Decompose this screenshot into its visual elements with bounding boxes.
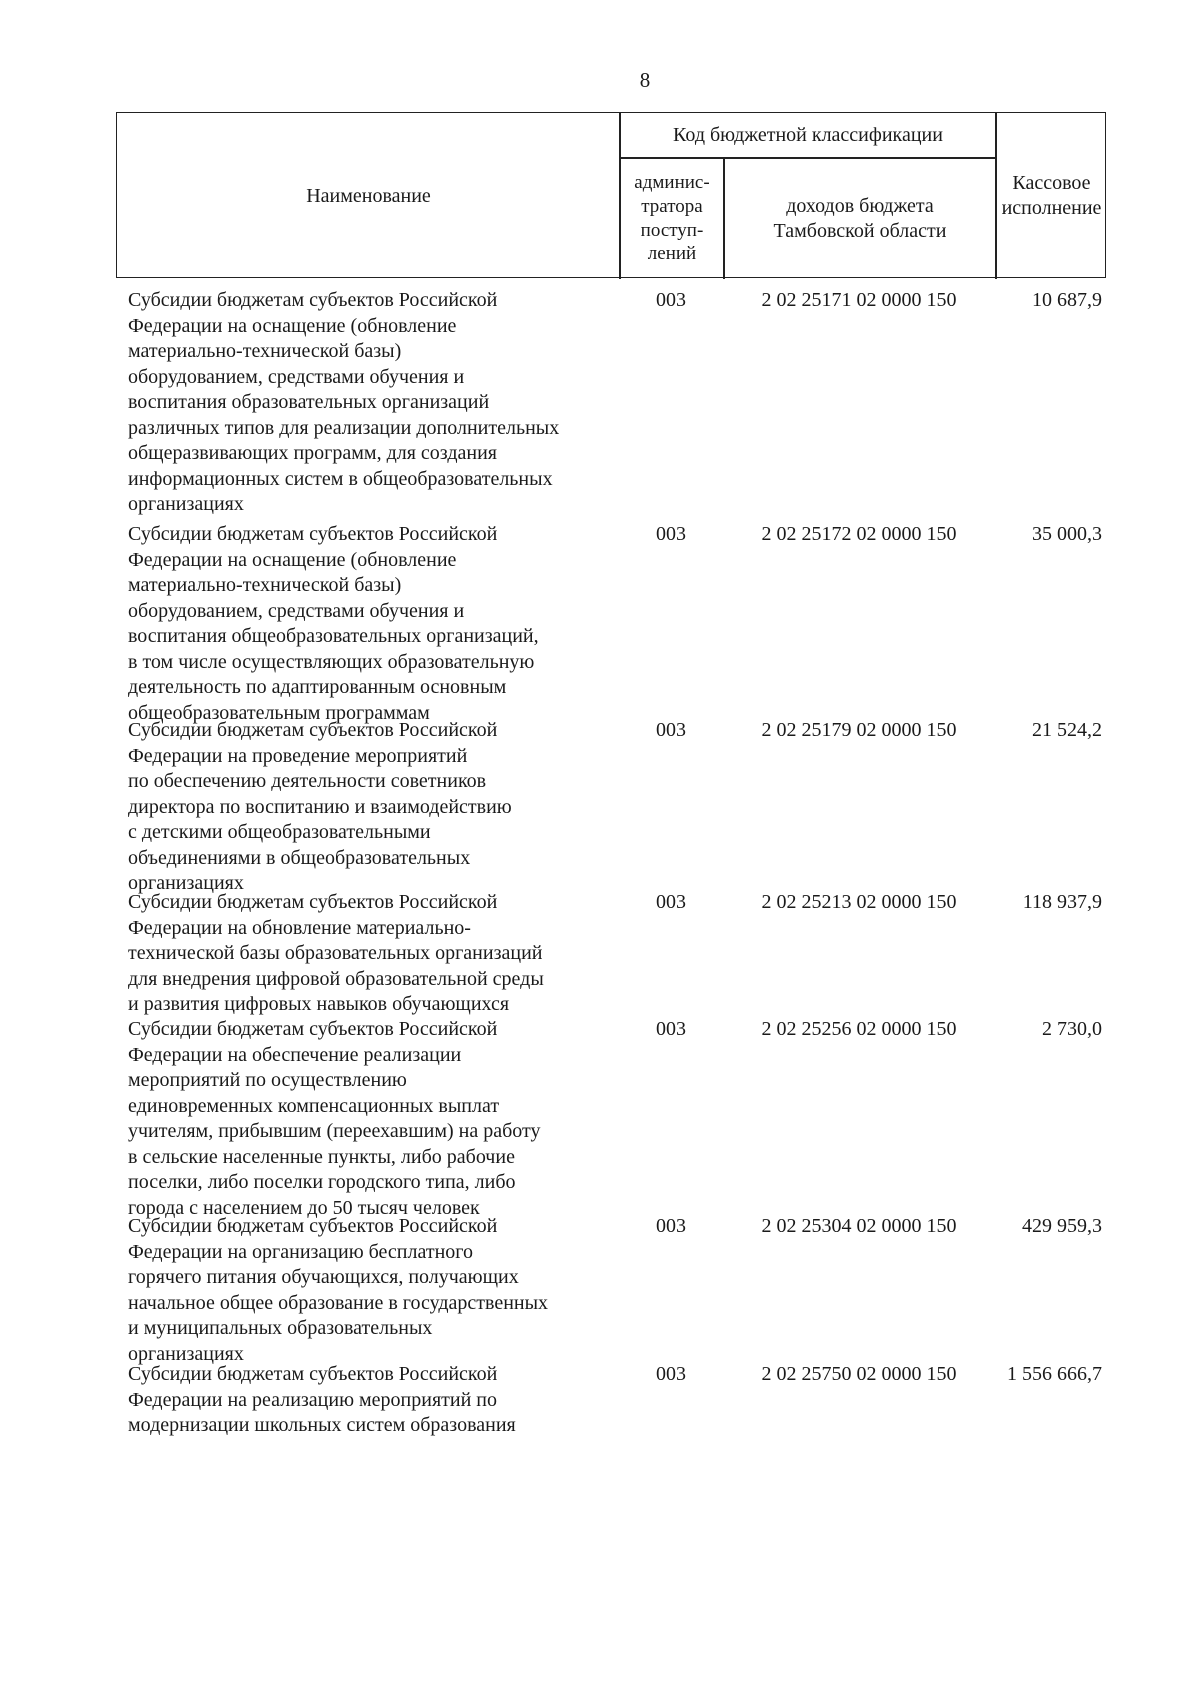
row-income-code: 2 02 25256 02 0000 150 [761,1018,957,1040]
row-administrator-code: 003 [656,1018,686,1040]
row-name: Субсидии бюджетам субъектов Российской Федерации на реализацию мероприятий по модернизации школьных систем образования [128,1363,516,1436]
row-administrator-code: 003 [656,289,686,311]
table-row [116,1214,1106,1367]
table-row [116,522,1106,726]
row-amount: 118 937,9 [1022,891,1102,913]
row-amount: 35 000,3 [1032,523,1102,545]
table-row [116,1362,1106,1439]
row-income-code: 2 02 25213 02 0000 150 [761,891,957,913]
row-income-code: 2 02 25179 02 0000 150 [761,719,957,741]
row-amount: 2 730,0 [1042,1018,1102,1040]
row-name: Субсидии бюджетам субъектов Российской Федерации на обеспечение реализации мероприятий по осуществлению единовременных компенсационных выплат учителям, прибывшим (переехавшим) на работу в сельские населенные пункты, либо рабочие поселки, либо поселки городского типа, либо города с населением до 50 тысяч человек [128,1018,541,1219]
row-administrator-code: 003 [656,891,686,913]
row-amount: 1 556 666,7 [1007,1363,1102,1385]
row-amount: 429 959,3 [1022,1215,1102,1237]
header-administrator: админис- тратора поступ- лений [634,172,710,265]
row-name: Субсидии бюджетам субъектов Российской Федерации на обновление материально- технической базы образовательных организаций для внедрения цифровой образовательной среды и развития цифровых навыков обучающихся [128,891,544,1015]
table-row [116,718,1106,897]
header-code-group: Код бюджетной классификации [673,124,943,146]
row-administrator-code: 003 [656,1363,686,1385]
table-header [116,112,1106,278]
header-divider [619,157,995,159]
header-divider [723,158,725,279]
row-name: Субсидии бюджетам субъектов Российской Федерации на организацию бесплатного горячего питания обучающихся, получающих начальное общее образование в государственных и муниципальных образовательных организациях [128,1215,549,1365]
header-income: доходов бюджета Тамбовской области [773,194,947,242]
table-row [116,1017,1106,1221]
row-administrator-code: 003 [656,1215,686,1237]
row-name: Субсидии бюджетам субъектов Российской Федерации на проведение мероприятий по обеспечению деятельности советников директора по воспитанию и взаимодействию с детскими общеобразовательными объединениями в общеобразовательных организациях [128,719,512,894]
header-divider [995,113,997,279]
table-row [116,288,1106,518]
page-number: 8 [639,68,651,92]
row-amount: 21 524,2 [1032,719,1102,741]
row-name: Субсидии бюджетам субъектов Российской Федерации на оснащение (обновление материально-технической базы) оборудованием, средствами обучения и воспитания общеобразовательных организаций, в том числе осуществляющих образовательную деятельность по адаптированным основным общеобразовательным программам [128,523,539,724]
row-income-code: 2 02 25172 02 0000 150 [761,523,957,545]
row-income-code: 2 02 25171 02 0000 150 [761,289,957,311]
header-name: Наименование [306,184,431,207]
row-administrator-code: 003 [656,719,686,741]
row-income-code: 2 02 25750 02 0000 150 [761,1363,957,1385]
row-income-code: 2 02 25304 02 0000 150 [761,1215,957,1237]
row-amount: 10 687,9 [1032,289,1102,311]
row-name: Субсидии бюджетам субъектов Российской Федерации на оснащение (обновление материально-технической базы) оборудованием, средствами обучения и воспитания образовательных организаций различных типов для реализации дополнительных общеразвивающих программ, для создания информационных систем в общеобразовательных организациях [128,289,560,515]
header-execution: Кассовое исполнение [1001,172,1102,219]
header-divider [619,113,621,279]
table-row [116,890,1106,1018]
row-administrator-code: 003 [656,523,686,545]
